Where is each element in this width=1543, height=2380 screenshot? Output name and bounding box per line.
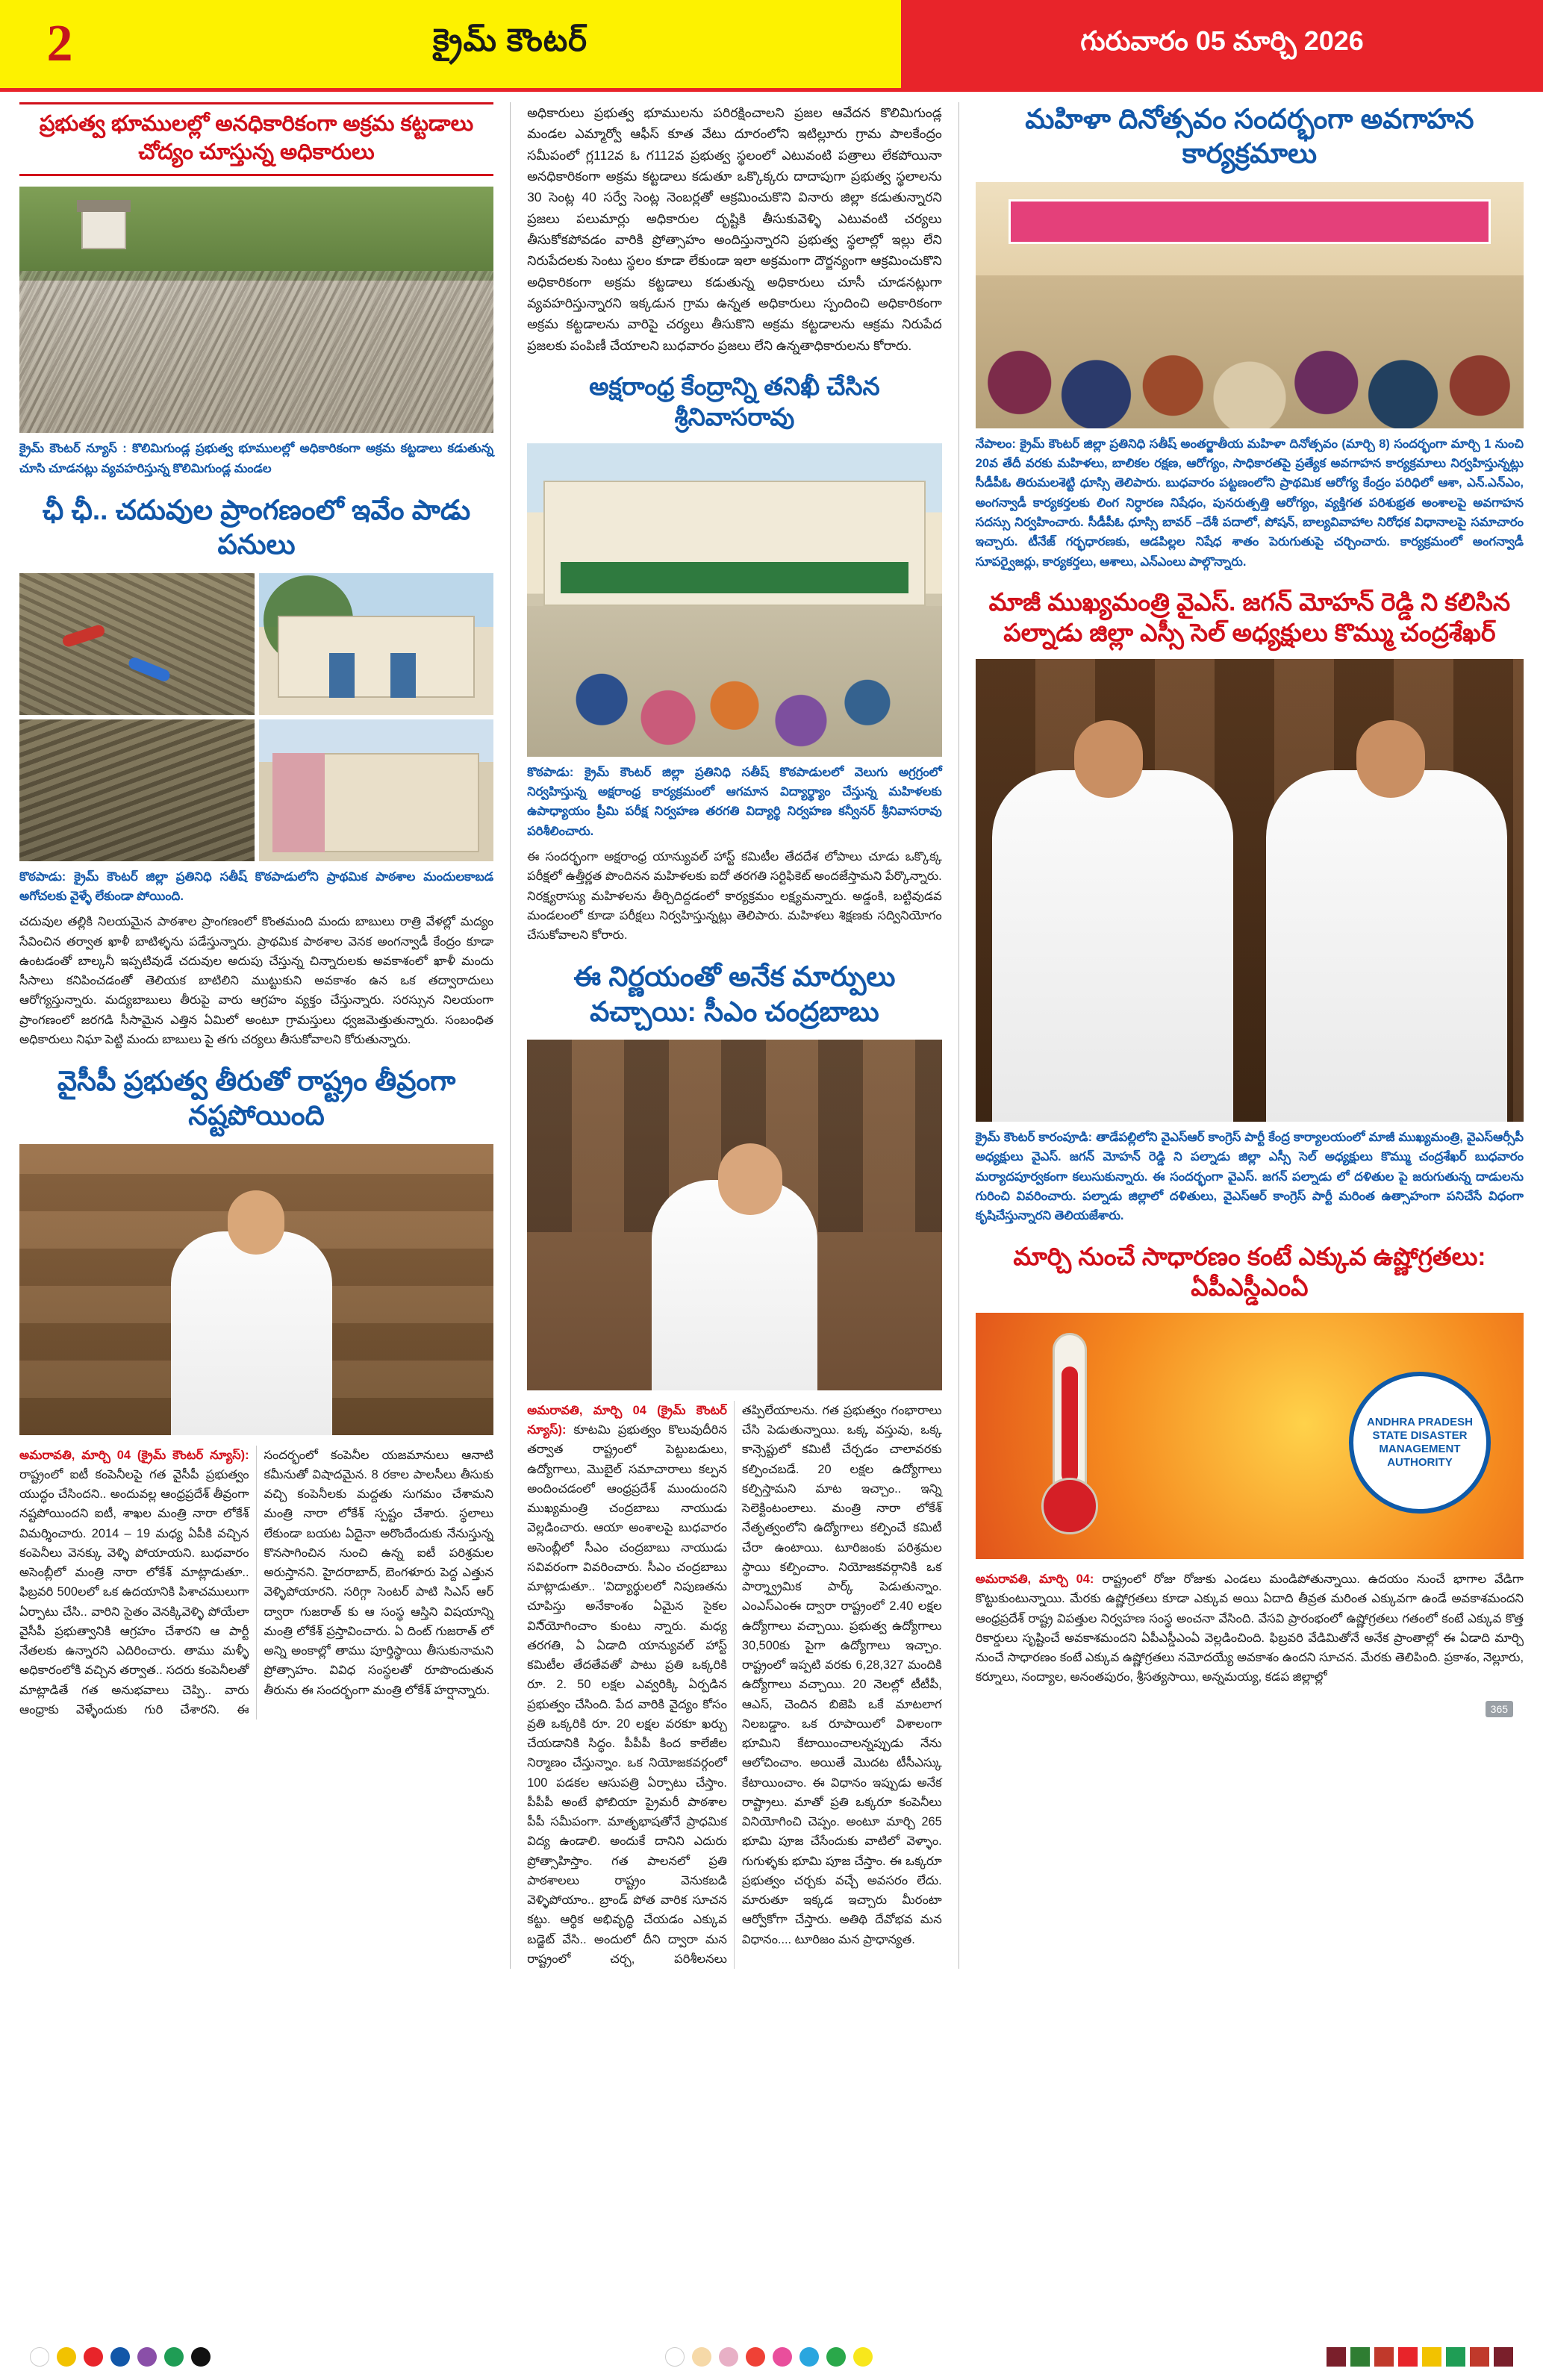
body-text-heat: రాష్ట్రంలో రోజు రోజుకు ఎండలు మండిపోతున్నాయి. ఉదయం నుంచే భాగాల వేడిగా కొట్టుకుంటున్నాయి. మేరకు ఉష్ణోగ్రతలు కూడా ఎక్కువ అయి ఏదాది తీవ్రత మరింత ఎక్కువగా ఉండే అవకాశమందని ఆంధ్రప్రదేశ్ రాష్ట్ర విపత్తుల నిర్వహణ సంస్థ అంచనా వేసింది. వేసవి ప్రారంభంలో ఉష్ణోగ్రతలు గతంలో కంటే ఎక్కువ కొత్త రికార్డులు సృష్టించే అవకాశమందని ఏపీఎస్డీఎంఏ వెల్లడించింది. ఫిబ్రవరి వేడిమితోనే అనేక ప్రాంతాల్లో ఈ ఏడాది మార్చి నుంచే సాధారణం కంటే ఎక్కువ ఉష్ణోగ్రతలు నమోదయ్యే అవకాశం ఉందని సూచన. మేరకు తెలిపింది. ప్రకాశం, నెల్లూరు, కర్నూలు, నంద్యాల, అనంతపురం, శ్రీసత్యసాయి, అన్నమయ్య, కడప జిల్లాల్లో [975, 1572, 1524, 1684]
color-bar [1374, 2347, 1394, 2367]
bottle-shape-1 [61, 623, 106, 648]
color-dot [164, 2347, 184, 2367]
headline-land-encroachment: ప్రభుత్వ భూములల్లో అనధికారికంగా అక్రమ కట్టడాలు చోద్యం చూస్తున్న అధికారులు [19, 102, 493, 176]
caption-text-jagan: క్రైమ్ కౌంటర్ కారంపూడి: తాడేపల్లిలోని వైఎస్ఆర్ కాంగ్రెస్ పార్టీ కేంద్ర కార్యాలయంలో మాజీ ముఖ్యమంత్రి, వైఎస్ఆర్సీపీ అధ్యక్షులు వైఎస్. జగన్ మోహన్ రెడ్డి ని పల్నాడు జిల్లా ఎస్సీ సెల్ అధ్యక్షులు కొమ్ము చంద్రశేఖర్ బుధవారం మర్యాదపూర్వకంగా కలుసుకున్నారు. ఈ సందర్భంగా వైఎస్. జగన్ పల్నాడు లో దళితుల పై జరుగుతున్న దాడులను గురించి వివరించారు. పల్నాడు జిల్లాలో దళితులు, వైఎస్ఆర్ కాంగ్రెస్ పార్టీ మరింత ఉత్సాహంగా పనిచేసే విధంగా కృషిచేస్తున్నారని తెలియజేశారు. [975, 1130, 1524, 1223]
apsdma-logo: ANDHRA PRADESH STATE DISASTER MANAGEMENT AUTHORITY [1349, 1372, 1491, 1514]
caption-srinivasarao [527, 763, 942, 842]
photo-cm-assembly [527, 1040, 942, 1390]
photo-door-1 [329, 653, 355, 698]
color-dot [719, 2347, 738, 2367]
masthead [0, 0, 1543, 88]
photo-collage-school [19, 573, 493, 861]
photo-litter-2 [19, 719, 255, 861]
color-dot [853, 2347, 873, 2367]
color-dot [110, 2347, 130, 2367]
color-dot [773, 2347, 792, 2367]
body-text-cm: కూటమి ప్రభుత్వం కొలువుదీరిన తర్వాత రాష్ట్రంలో పెట్టుబడులు, ఉద్యోగాలు, మొబైల్ సమాచారాలు కల్పన అందించడంలో ఆంధ్రప్రదేశ్ ముందుందని ముఖ్యమంత్రి చంద్రబాబు నాయుడు వెల్లడించారు. ఆయా అంశాలపై బుధవారం అసెంబ్లీలో సీఎం చంద్రబాబు నాయుడు సవివరంగా వివరించారు. సీఎం చంద్రబాబు మాట్లాడుతూ.. 'విద్యార్థులలో నిపుణతను చూపిస్తు అనేకాంశం ఏమైన సైకల విని్యోగించాం కుంటు న్నారు. మధ్య తరగతి, ఏ ఏడాది యాన్యువల్ హాస్ట్ కమిటీల తేదతేవతో పాటు ప్రతి ఒక్కరికి రూ. 2. 50 లక్షల ఎవ్వరిక్కి ఏర్పడిన ప్రభుత్వం చేసింది. పేద వారికి వైద్యం కోసం వ్రతి ఒక్కరికి రూ. 20 లక్షల వరకూ ఖర్చు చేయడానికి సిద్ధం. పీపీపీ కింద కాలేజీల నిర్మాణం చేస్తున్నాం. ఒక నియోజకవర్గంలో 100 పడకల ఆసుపత్రి ఏర్పాటు చేస్తాం. పీపీపీ అంటే ఫోబియా ప్రైమరీ పాఠశాల పీపీ సమీపంగా. మాతృభాషతోనే ప్రాధమిక విద్య ఉండాలి. అందుకే దానిని ఎదురు ప్రోత్సాహిస్తాం. గత పాలనలో ప్రతి పాఠశాలలు రాష్ట్రం వెనుకబడి వెళ్ళిపోయాం.. బ్రాండ్ పోత వారిక సూచన కట్టు. ఆర్థిక అభివృద్ధి చేయడం ఎక్కువ బడ్జెట్ వేసి.. అందులో దీని ద్వారా మన రాష్ట్రంలో చర్చ, పరిశీలనలు తప్పిలేయాలను. గత ప్రభుత్వం గంభారాలు చేసి పెడుతున్నాయి. ఒక్క వస్తువు, ఒక్క కాన్సెప్టులో కమిటీ చేర్చడం చాలావరకు కల్పించబడే. 20 లక్షల ఉద్యోగాలు కల్పిస్తామని మాట ఇచ్చాం.. ఇన్ని సెలెక్టింటంలాలు. మంత్రి నారా లోకేశ్ నేతృత్వంలోని ఉద్యోగాలు కల్పించే కమిటీ చేరా ఉంటాయి. టూరిజంకు పరిశ్రమల స్థాయి కల్పించాం. నియోజకవర్గానికి ఒక పార్శ్వ్రామిక పార్క్ పెడుతున్నాం. ఎంఎస్ఎంఈ ద్వారా రాష్ట్రంలో 2.40 లక్షల ఉద్యోగాలు వచ్చాయి. ప్రభుత్వ ఉద్యోగాలు 30,500కు పైగా ఉద్యోగాలు ఇచ్చాం. రాష్ట్రంలో ఇప్పటి వరకు 6,28,327 మందికి ఉద్యోగాలు వచ్చాయి. 20 నెలల్లో టీటీపీ, ఆఎస్, చెందిన బిజెపి ఒకే మాటలాగ నిలబడ్డాం. ఒక రూపాయిలో విశాలంగా భూమిని కేటాయించాలన్నప్పుడు నేను ఆలోచించాం. అయితే మొదట టీసీఎస్కు కేటాయించాం. ఈ విధానం ఇప్పుడు అనేక రాష్ట్రాలు. మాతో ప్రతి ఒక్కరూ కంపెనీలు వినియోగించి చెప్పం. అంటూ మార్చి 265 భూమి పూజ చేసేందుకు వాటిలో వెళ్ళాం. గుగుళ్ళకు భూమి పూజ చేస్తాం. ఈ ఒక్కరూ ప్రభుత్వం చర్చకు వచ్చే అవసరం లేదు. మారుతూ ఇక్కడ ఇచ్చారు మీరంటా ఆర్వోకోగా చేస్తారు. అతిథి దేవోభవ మన విధానం.... టూరిజం మన ప్రాధాన్యత. [527, 1403, 942, 1966]
headline-jagan-meeting: మాజీ ముఖ్యమంత్రి వైఎస్. జగన్ మోహన్ రెడ్డి ని కలిసిన పల్నాడు జిల్లా ఎస్సీ సెల్ అధ్యక్షులు కొమ్ము చంద్రశేఖర్ [988, 588, 1511, 647]
color-bar [1327, 2347, 1346, 2367]
body-ysrcp-loss [19, 1446, 493, 1720]
headline-ysrcp-loss: వైసీపీ ప్రభుత్వ తీరుతో రాష్ట్రం తీవ్రంగా నష్టపోయింది [57, 1066, 456, 1131]
footer-bars-right [1327, 2347, 1513, 2367]
photo-school-building-2 [259, 719, 494, 861]
caption-text-land: క్రైమ్ కౌంటర్ న్యూస్ : కొలిమిగుండ్ల ప్రభుత్వ భూములల్లో అధికారికంగా అక్రమ కట్టడాలు కడుతున్న చూసి చూడనట్లు వ్యవహరిస్తున్న కొలిమిగుండ్ల మండల [19, 442, 494, 475]
column-left [19, 102, 493, 1969]
headline-heat-warning: మార్చి నుంచే సాధారణం కంటే ఎక్కువ ఉష్ణోగ్రతలు: ఏపీఎస్డీఎంఏ [1013, 1242, 1486, 1301]
body-heat-warning [976, 1570, 1524, 1687]
body-school-litter: చదువుల తల్లికి నిలయమైన పాఠశాల ప్రాంగణంలో కొంతమంది మందు బాబులు రాత్రి వేళల్లో మద్యం సేవించిన తర్వాత ఖాళీ బాటిళ్ళను పడేస్తున్నారు. ప్రాథమిక పాఠశాల వెనక అంగన్వాడీ కేంద్రం కూడా ఉంటడంతో బాల్కనీ ఇప్పటివుడే చదువుల అదుపు చేస్తున్న చిన్నారులకు అవకాశంలో ఖాళీ మందు సీసాలు కనిపించడంతో తెలియక బాటిలిని ముట్టుకుని అవకాశం ఉన ఒక తద్వారాదులు ఆరోగ్యస్తున్నారు. మద్యబాబులు తీరుపై వారు ఆగ్రహం వ్యక్తం చేస్తున్నారు. సరస్సున నిలయంగా ప్రాంగణంలో జరగడి సీసామైన ఎత్తిన ఏమిలో అంటూ గ్రామస్తులు ధ్వజమెత్తుతున్నారు. సంబంధిత అధికారులు నిఘా పెట్టి మందు బాబులు పై తగు చర్యలు తీసుకోవాలని కోరుతున్నారు. [19, 915, 494, 1046]
headline-school-litter: ఛీ ఛీ.. చదువుల ప్రాంగణంలో ఇవేం పాడు పనులు [42, 495, 471, 560]
photo-jagan-meeting [976, 659, 1524, 1122]
color-dot [57, 2347, 76, 2367]
color-dot [137, 2347, 157, 2367]
color-bar [1446, 2347, 1465, 2367]
column-divider-1 [510, 102, 511, 1969]
caption-text-school: కొఠపాడు: క్రైమ్ కౌంటర్ జిల్లా ప్రతినిధి సతీష్ కొఠపాడులోని ప్రాథమిక పాఠశాల మందులకాబడ అగోచలకు వైళ్ళే లేకుండా పోయింది. [19, 869, 494, 904]
caption-text-srinivasarao: కొఠపాడు: క్రైమ్ కౌంటర్ జిల్లా ప్రతినిధి సతీష్ కొఠపాడులలో వెలుగు అగ్రగ్రంలో నిర్వహిస్తున్న అక్షరాంధ్ర కార్యక్రమంలో ఆగమాన విద్యార్థ్యాం చేస్తున్న మహిళలకు ఉపాధ్యాయం ప్రీమి పరీక్ష నిర్వహణ తరగతి విద్యార్థి నిర్వహణ కన్వీనర్ శ్రీనివాసరావు పరిశీలించారు. [527, 765, 942, 838]
page-body [0, 92, 1543, 1969]
caption-encroached-land [19, 439, 493, 478]
color-dot [799, 2347, 819, 2367]
photo-litter-1 [19, 573, 255, 715]
photo-leader-2-head [1356, 720, 1425, 798]
dateline-cm: అమరావతి, మార్చి 04 (క్రైమ్ కౌంటర్ న్యూస్): [527, 1403, 727, 1437]
caption-text-womens-day: నేపాలం: క్రైమ్ కౌంటర్ జిల్లా ప్రతినిధి సతీష్ అంతర్జాతీయ మహిళా దినోత్సవం (మార్చి 8) సందర్భంగా మార్చి 1 నుంచి 20వ తేదీ వరకు మహిళలు, బాలికల రక్షణ, ఆరోగ్యం, సాధికారతపై ప్రత్యేక అవగాహన కార్యక్రమాలు నిర్వహిస్తున్నట్లు సీడీపీఓ తిరుమలశెట్టి ధూస్సి తెలిపారు. బుధవారం పట్టణంలోని ప్రాథమిక ఆరోగ్య కేంద్రం పరిధిలో ఆశా, ఎన్.ఎన్ఎం, అంగన్వాడీ కార్యకర్తలకు లింగ నిర్ధారణ నిషేధం, పునరుత్పత్తి ఆరోగ్యం, వ్యక్తిగత పరిశుభ్రత అంశాలపై అవగాహన సదస్సు నిర్వహించారు. సీడీపీఓ ధూస్సి బావర్ –దేశీ పదాలో, పోషన్, బాల్యవివాహాల నిరోధక విధానాలపై సమాచారం ఇచ్చారు. టీనేజ్ గర్భధారణకు, ఆడపిల్లల నిషేధ శాతం పెరుగుతుపై చర్చించారు. కార్యక్రమంలో అంగన్వాడీ సూపర్వైజర్లు, కార్యకర్తలు, ఆశాలు, ఎన్ఎంలు పాల్గొన్నారు. [975, 437, 1524, 569]
photo-womens-day-meeting [976, 182, 1524, 428]
caption-jagan-meeting [976, 1128, 1524, 1226]
photo-heat-thermometer [976, 1313, 1524, 1559]
photo-leader-2 [1266, 770, 1507, 1122]
photo-door-2 [390, 653, 416, 698]
color-dot [191, 2347, 211, 2367]
color-dot [84, 2347, 103, 2367]
photo-participants [527, 606, 942, 757]
color-bar [1398, 2347, 1418, 2367]
column-divider-2 [958, 102, 959, 1969]
page-badge: 365 [1486, 1701, 1513, 1717]
headline-cm-decisions: ఈ నిర్ణయంతో అనేక మార్పులు వచ్చాయి: సీఎం చంద్రబాబు [573, 961, 896, 1027]
photo-school-building-1 [259, 573, 494, 715]
paper-title: క్రైమ్ కౌంటర్ [432, 22, 588, 57]
photo-green-bench [561, 562, 909, 593]
column-middle [527, 102, 942, 1969]
photo-encroached-land [19, 187, 493, 433]
column-right [976, 102, 1524, 1969]
dateline-ysrcp: అమరావతి, మార్చి 04 (క్రైమ్ కౌంటర్ న్యూస్): [19, 1448, 249, 1462]
body-land-encroachment: అధికారులు ప్రభుత్వ భూములను పరిరక్షించాలని ప్రజల ఆవేదన కొలిమిగుండ్ల మండల ఎమ్మార్వో ఆఫీస్ కూత వేటు దూరంలోని ఇటిల్లూరు గ్రామ పాలకేంద్రం సమీపంలో గ్ల112వ ఓ గ112వ ప్రభుత్వ స్థలంలో ఎటువంటి పత్రాలు లేకపోయినా అనధికారికంగా అక్రమ కట్టడాలు కడుతూ ఒక్కొక్కరు దాదాపుగా ప్రభుత్వ స్థలాలను 30 సెంట్ల 40 సర్వే సెంట్ల నెంబర్లతో ఆక్రమించుకొని వినారు జిల్లా కడుతున్నారని ప్రజలు పలుమార్లు అధికారుల దృష్టికి తీసుకువెళ్ళి ఎటువంటి చర్యలు తీసుకోకపోవడం వారికి ప్రోత్సాహం అందిస్తున్నారని ప్రభుత్వ స్థలాల్లో ఇల్లు లేని నిరుపేదలకు సెంటు స్థలం కూడా లేకుండా ఇలా అక్రమంగా దౌర్జన్యంగా ఆక్రమించుకొని అధికారికంగా అక్రమ కట్టడాలు కడుతున్న అధికారులు చూసీ చూడనట్లుగా వ్యవహరిస్తున్నారని ఇక్కడున గ్రామ ఉన్నత అధికారులు స్పందించి అధికారికంగా అక్రమ కట్టడాలను వారిపై చర్యలు తీసుకొని అక్రమ కట్టడాలను ఆక్రమ నిరుపేద ప్రజలకు పంపిణీ చేయాలని బుధవారం ప్రజలు లేని ఉన్నతాధికారులను కోరారు. [527, 105, 942, 353]
photo-building-1 [278, 616, 475, 698]
page-number: 2 [46, 15, 73, 72]
thermometer-bulb-icon [1041, 1478, 1098, 1534]
color-dot [665, 2347, 685, 2367]
caption-womens-day [976, 434, 1524, 572]
body-cm-decisions [527, 1401, 942, 1969]
footer-color-bars [0, 2334, 1543, 2380]
edition-date: గురువారం 05 మార్చి 2026 [1080, 25, 1364, 56]
headline-womens-day: మహిళా దినోత్సవం సందర్భంగా అవగాహన కార్యక్రమాలు [1025, 104, 1474, 169]
color-bar [1470, 2347, 1489, 2367]
photo-leader-1-head [1074, 720, 1143, 798]
photo-pink-wall [272, 753, 325, 852]
date-block [901, 0, 1543, 88]
body-srinivasarao: ఈ సందర్భంగా అక్షరాంధ్ర యాన్యువల్ హాస్ట్ కమిటీల తేదదేశ లోపాలు చూడు ఒక్కొక్క పరీక్షలో ఉత్తీర్ణత పొందినన మహిళలకు ఐదో తరగతి సర్టిఫికెట్ అందజేస్తామని పేర్కొన్నారు. నిరక్ష్యరాస్యు మహిళలను తీర్చిదిద్దడంలో కార్యక్రమం లక్ష్యమన్నారు. అడ్డంకి, బట్టివుడవ మండలంలో కూడా పరీక్షలు నిర్వహిస్తున్నట్లు తెలిపారు. మహిళలు శిక్షణకు సద్వినియోగం చేసుకోవాలని కోరారు. [527, 850, 942, 943]
headline-srinivasarao-inspection: అక్షరాంధ్ర కేంద్రాన్ని తనిఖీ చేసిన శ్రీనివాసరావు [589, 372, 880, 431]
photo-leader-1 [992, 770, 1233, 1122]
page-number-block [0, 0, 119, 88]
color-bar [1350, 2347, 1370, 2367]
photo-event-banner [1009, 199, 1491, 244]
paper-title-block [119, 0, 901, 88]
body-text-ysrcp: రాష్ట్రంలో ఐటీ కంపెనీలపై గత వైసీపీ ప్రభుత్వం యుద్ధం చేసిందని.. అందువల్ల ఆంధ్రప్రదేశ్ తీవ్రంగా నష్టపోయిందని ఐటీ, శాఖల మంత్రి నారా లోకేశ్ విమర్శించారు. 2014 – 19 మధ్య ఏపీకి వచ్చిన కంపెనీలు వెనక్కు వెళ్ళి పోయాయని. బుధవారం అసెంబ్లీలో మంత్రి నారా లోకేశ్ మాట్లాడుతూ.. ఫిబ్రవరి 500లలో ఒక ఉదయానికి పిశాచములుగా ఏర్పాటు చేసి.. వారిని సైతం వెనక్కివెళ్ళి పోయేలా వైసీపీ ప్రభుత్వానికి ఆగ్రహం చేశారని ఆ పార్టీ నేతలకు ఉన్నారని ఎదిరించారు. తాము మళ్ళీ అధికారంలోకి వచ్చిన తర్వాత.. సదరు కంపెనీలతో మాట్లాడితే గత అనుభవాలు చెప్పి.. వారు ఆంధ్రాకు వెళ్ళేందుకు గురి చేశారని. ఈ సందర్భంలో కంపెనీల యజమానులు ఆనాటి కమీనుతో విషాదమైన. 8 రకాల పాలసీలు తీసుకు వచ్చి కంపెనీలకు మద్దతు సుగమం చేశామని మంత్రి నారా లోకేశ్ స్పష్టం చేశారు. స్థలాలు లేకుండా బయట ఏదైనా అరొందేందుకు నేనుస్తున్న కొనసాగించిన నుంచి ఉన్న ఐటీ పరిశ్రమల అరుస్తానని. హైదరాబాద్, బెంగళూరు పెద్ద ఎత్తున వెళ్ళిపోయారని. సరిగ్గా సెంటర్ పాటి సిఎస్ ఆర్ ద్వారా గుజరాత్ కు ఆ సంస్థ ఆస్తిని విషయాన్ని మంత్రి లోకేశ్ ప్రస్తావించారు. ఏ దింట్ గుజరాత్ లో అన్ని అంకాల్లో తాము పూర్తిస్థాయి తీసుకునామని ప్రోత్సాహం. వివిధ సంస్థలతో రూపొందుతున తీరును ఈ సందర్భంగా మంత్రి లోకేశ్ హర్షాన్నారు. [19, 1448, 494, 1717]
photo-cm-figure [652, 1180, 817, 1390]
color-bar [1494, 2347, 1513, 2367]
photo-minister-figure [171, 1231, 332, 1435]
bottle-shape-2 [127, 656, 172, 684]
photo-attendees [976, 275, 1524, 428]
photo-hut [81, 209, 126, 249]
color-bar [1422, 2347, 1441, 2367]
photo-literacy-centre [527, 443, 942, 757]
photo-cm-head [718, 1143, 782, 1215]
photo-minister-head [228, 1190, 284, 1255]
color-dot [826, 2347, 846, 2367]
footer-dots-center [665, 2347, 873, 2367]
dateline-heat: అమరావతి, మార్చి 04: [975, 1572, 1094, 1587]
photo-minister-assembly [19, 1144, 493, 1435]
color-dot [692, 2347, 711, 2367]
color-dot [30, 2347, 49, 2367]
caption-school-litter [19, 867, 493, 907]
footer-dots-left [30, 2347, 211, 2367]
color-dot [746, 2347, 765, 2367]
